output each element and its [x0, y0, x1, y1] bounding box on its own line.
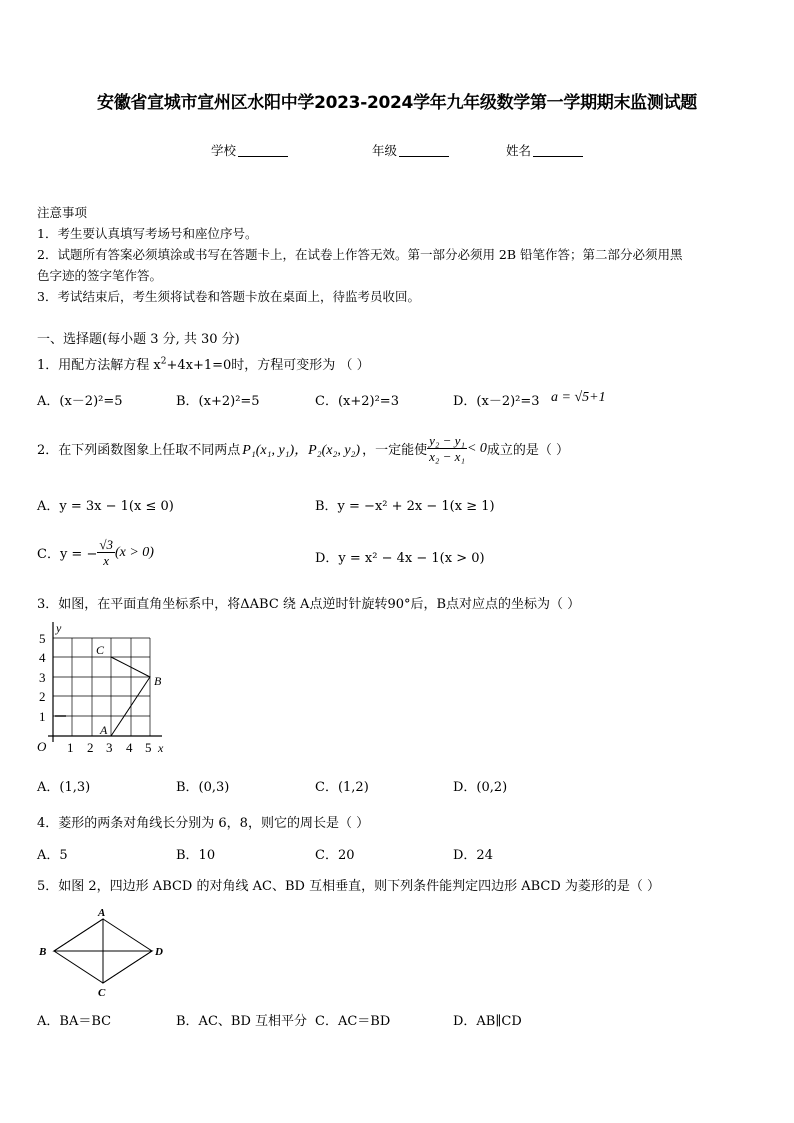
- q1-stem: [37, 354, 370, 373]
- note-2-cont: 色字迹的签字笔作答。: [37, 268, 163, 283]
- school-blank[interactable]: [238, 144, 288, 157]
- vertex-d-label: D: [155, 946, 163, 958]
- q2-option-d[interactable]: D．y = x² − 4x − 1(x > 0): [315, 551, 485, 566]
- q5-option-c[interactable]: C．AC＝BD: [315, 1014, 391, 1029]
- q2-frac-den: x₂ − x₁: [429, 449, 465, 464]
- q1-option-a[interactable]: A．(x－2)²=5: [37, 394, 123, 409]
- section-heading: 一、选择题(每小题 3 分, 共 30 分): [37, 332, 240, 347]
- q2-condition: < 0: [466, 440, 487, 456]
- x-tick-4: 4: [126, 740, 133, 755]
- q2-option-b[interactable]: B．y = −x² + 2x − 1(x ≥ 1): [315, 499, 495, 514]
- y-axis-label: y: [56, 621, 62, 635]
- q1-option-b[interactable]: B．(x+2)²=5: [176, 394, 260, 409]
- origin-label: O: [37, 739, 47, 754]
- vertex-b-label: B: [39, 946, 47, 958]
- point-b-label: B: [154, 674, 162, 688]
- q3-stem: 3．如图，在平面直角坐标系中，将ΔABC 绕 A点逆时针旋转90°后，B点对应点的坐标为（ ）: [37, 597, 581, 612]
- x-tick-3: 3: [106, 740, 113, 755]
- school-label: 学校: [211, 143, 237, 158]
- q4-option-d[interactable]: D．24: [453, 848, 493, 863]
- q5-rhombus-figure: [34, 903, 174, 998]
- q5-option-a[interactable]: A．BA＝BC: [37, 1014, 112, 1029]
- y-tick-4: 4: [39, 650, 46, 665]
- x-tick-5: 5: [145, 740, 152, 755]
- name-blank[interactable]: [533, 144, 583, 157]
- x-tick-1: 1: [67, 740, 74, 755]
- q4-option-c[interactable]: C．20: [315, 848, 355, 863]
- point-c-label: C: [96, 643, 105, 657]
- q2-option-c-fraction: [97, 537, 115, 568]
- q3-option-c[interactable]: C．(1,2): [315, 780, 369, 795]
- grade-label: 年级: [372, 143, 398, 158]
- q2-option-c[interactable]: [37, 537, 154, 568]
- q3-coordinate-figure: [30, 618, 175, 758]
- point-a-label: A: [100, 723, 108, 737]
- q1-option-d-extra: a = √5+1: [551, 390, 606, 405]
- q2-fraction: [427, 433, 467, 464]
- q1-stem-sup: 2: [160, 356, 167, 367]
- q3-option-b[interactable]: B．(0,3): [176, 780, 230, 795]
- note-1: 1．考生要认真填写考场号和座位序号。: [37, 226, 258, 241]
- q2-option-a[interactable]: A．y = 3x − 1(x ≤ 0): [37, 499, 174, 514]
- name-label: 姓名: [506, 143, 532, 158]
- q2-points: P₁(x₁, y₁)，P₂(x₂, y₂): [242, 442, 361, 458]
- triangle-abc: [111, 657, 150, 736]
- notes-heading: 注意事项: [37, 205, 88, 220]
- q1-option-d[interactable]: D．(x－2)²=3: [453, 394, 540, 409]
- q4-stem: 4．菱形的两条对角线长分别为 6，8，则它的周长是（ ）: [37, 816, 370, 831]
- y-tick-5: 5: [39, 631, 46, 646]
- q2-stem-c: 成立的是（ ）: [486, 443, 570, 458]
- name-field[interactable]: [506, 141, 583, 159]
- x-axis-label: x: [158, 741, 164, 755]
- q2-c-num: √3: [99, 537, 113, 552]
- y-tick-1: 1: [39, 709, 46, 724]
- y-tick-3: 3: [39, 670, 46, 685]
- y-tick-2: 2: [39, 689, 46, 704]
- q2-stem-b: ，一定能使: [362, 443, 428, 458]
- q2-option-c-lead: C．y = −: [37, 547, 98, 562]
- school-field[interactable]: [211, 141, 288, 159]
- q2-c-den: x: [103, 553, 110, 568]
- exam-title: 安徽省宣城市宣州区水阳中学2023-2024学年九年级数学第一学期期末监测试题: [97, 93, 697, 113]
- q4-option-b[interactable]: B．10: [176, 848, 216, 863]
- q5-option-b[interactable]: B．AC、BD 互相平分: [176, 1014, 307, 1029]
- vertex-a-label: A: [98, 907, 106, 919]
- q5-option-d[interactable]: D．AB∥CD: [453, 1014, 522, 1029]
- q2-stem: [37, 433, 569, 464]
- q3-option-d[interactable]: D．(0,2): [453, 780, 508, 795]
- x-tick-2: 2: [87, 740, 94, 755]
- grade-field[interactable]: [372, 141, 449, 159]
- q3-option-a[interactable]: A．(1,3): [37, 780, 91, 795]
- note-2: 2．试题所有答案必须填涂或书写在答题卡上，在试卷上作答无效。第一部分必须用 2B 铅笔作答；第二部分必须用黑: [37, 247, 683, 262]
- q5-stem: 5．如图 2，四边形 ABCD 的对角线 AC、BD 互相垂直，则下列条件能判定四边形 ABCD 为菱形的是（ ）: [37, 879, 661, 894]
- q2-frac-num: y₂ − y₁: [429, 433, 465, 448]
- grade-blank[interactable]: [399, 144, 449, 157]
- q2-stem-a: 2．在下列函数图象上任取不同两点: [37, 443, 241, 458]
- q2-option-c-tail: (x > 0): [114, 544, 154, 560]
- q1-option-c[interactable]: C．(x+2)²=3: [315, 394, 399, 409]
- note-3: 3．考试结束后，考生须将试卷和答题卡放在桌面上，待监考员收回。: [37, 289, 420, 304]
- q1-stem-b: +4x+1=0时，方程可变形为 （ ）: [166, 358, 370, 373]
- q4-option-a[interactable]: A．5: [37, 848, 68, 863]
- q1-stem-a: 1．用配方法解方程 x: [37, 358, 161, 373]
- vertex-c-label: C: [98, 987, 106, 998]
